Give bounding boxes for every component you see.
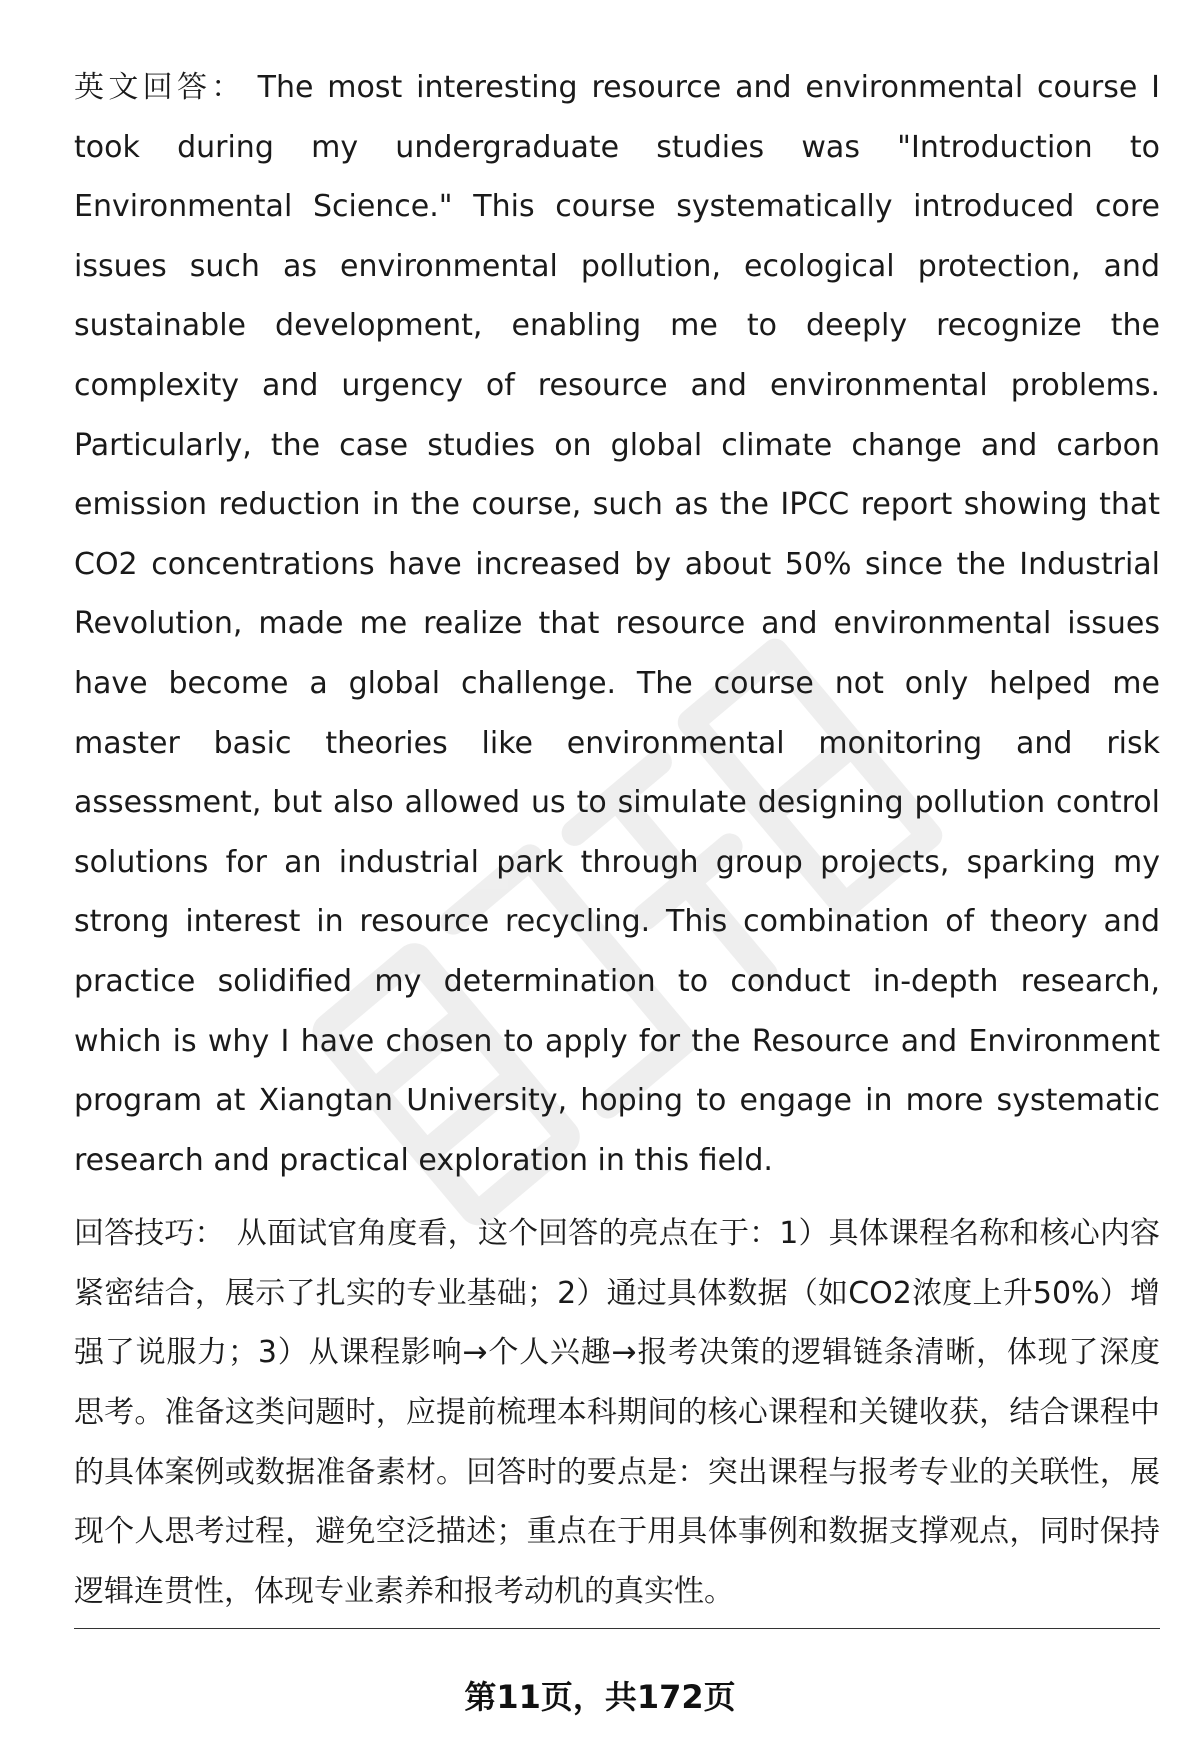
english-answer-paragraph <box>74 58 1160 1190</box>
page-number: 第11页，共172页 <box>464 1678 736 1716</box>
answer-tips-paragraph <box>74 1204 1160 1621</box>
answer-tips-text: 从面试官角度看，这个回答的亮点在于：1）具体课程名称和核心内容紧密结合，展示了扎实的专业基础；2）通过具体数据（如CO2浓度上升50%）增强了说服力；3）从课程影响→个人兴趣→报考决策的逻辑链条清晰，体现了深度思考。准备这类问题时，应提前梳理本科期间的核心课程和关键收获，结合课程中的具体案例或数据准备素材。回答时的要点是：突出课程与报考专业的关联性，展现个人思考过程，避免空泛描述；重点在于用具体事例和数据支撑观点，同时保持逻辑连贯性，体现专业素养和报考动机的真实性。 <box>74 1216 1160 1609</box>
answer-tips-label: 回答技巧： <box>74 1216 225 1252</box>
main-content <box>74 58 1160 1621</box>
english-answer-label: 英文回答： <box>74 70 246 105</box>
english-answer-text: The most interesting resource and environmental course I took during my undergraduate studies was "Introduction to Environmental Science." This course systematically introduced core issues such as environmental pollution, ecological protection, and sustainable development, enabling me to deeply recognize the complexity and urgency of resource and environmental problems. Particularly, the case studies on global climate change and carbon emission reduction in the course, such as the IPCC report showing that CO2 concentrations have increased by about 50% since the Industrial Revolution, made me realize that resource and environmental issues have become a global challenge. The course not only helped me master basic theories like environmental monitoring and risk assessment, but also allowed us to simulate designing pollution control solutions for an industrial park through group projects, sparking my strong interest in resource recycling. This combination of theory and practice solidified my determination to conduct in-depth research, which is why I have chosen to apply for the Resource and Environment program at Xiangtan University, hoping to engage in more systematic research and practical exploration in this field. <box>74 70 1161 1178</box>
footer-divider <box>74 1628 1160 1629</box>
